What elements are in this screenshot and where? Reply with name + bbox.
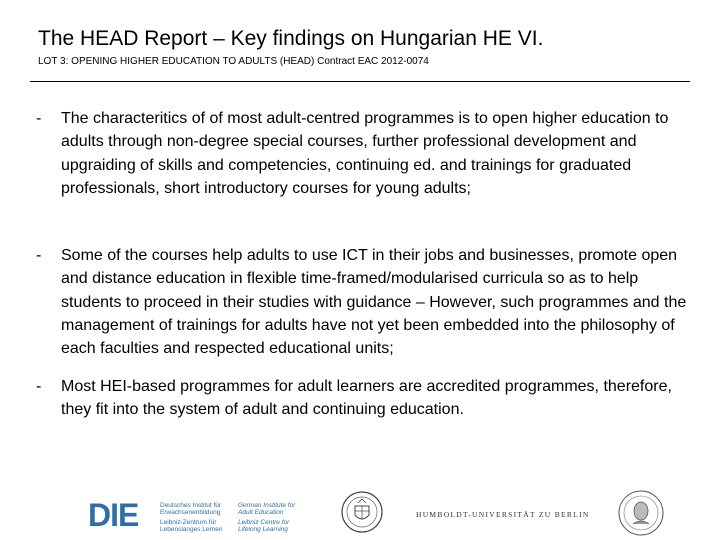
page-subtitle: LOT 3: OPENING HIGHER EDUCATION TO ADULTS (HEAD) Contract EAC 2012-0074 <box>38 56 429 67</box>
die-text-en-4: Lifelong Learning <box>238 526 288 533</box>
die-text-de-1: Deutsches Institut für <box>160 502 222 509</box>
die-text-en-2: Adult Education <box>238 509 284 516</box>
bullet-marker: - <box>36 247 42 264</box>
divider <box>30 81 690 82</box>
humboldt-name: HUMBOLDT-UNIVERSITÄT ZU BERLIN <box>416 510 590 519</box>
bullet-text: Most HEI-based programmes for adult learners are accredited programmes, therefore, they fit into the system of adult and continuing education. <box>61 378 672 419</box>
die-text-de-3: Leibniz-Zentrum für <box>160 519 217 526</box>
die-logo: DIE <box>88 497 139 533</box>
university-seal-icon <box>340 490 384 534</box>
bullet-text: The characteritics of of most adult-centred programmes is to open higher education to adults through non-degree special courses, further professional development and upgraiding of skills and competencies, continuing ed. and trainings for graduated professionals, short introductory courses for young adults; <box>61 110 669 197</box>
die-text-de-4: Lebenslanges Lernen <box>160 526 223 533</box>
bullet-text: Some of the courses help adults to use ICT in their jobs and businesses, promote open and distance education in flexible time-framed/modularised curricula so as to help students to proceed in their studies with guidance – However, such programmes and the management of trainings for adults have not yet been embedded into the philosophy of each faculties and respected educational units; <box>61 247 687 358</box>
page-title: The HEAD Report – Key findings on Hungarian HE VI. <box>38 27 544 50</box>
die-text-en-1: German Institute for <box>238 502 296 509</box>
die-text-en-3: Leibniz Centre for <box>238 519 290 526</box>
footer-logos <box>0 490 720 540</box>
bullet-marker: - <box>36 378 42 395</box>
humboldt-seal-icon <box>616 488 666 538</box>
bullet-item-2 <box>36 244 696 360</box>
bullet-marker: - <box>36 110 42 127</box>
die-text-de-2: Erwachsenenbildung <box>160 509 221 516</box>
bullet-item-3 <box>36 375 696 422</box>
bullet-item-1 <box>36 107 696 200</box>
